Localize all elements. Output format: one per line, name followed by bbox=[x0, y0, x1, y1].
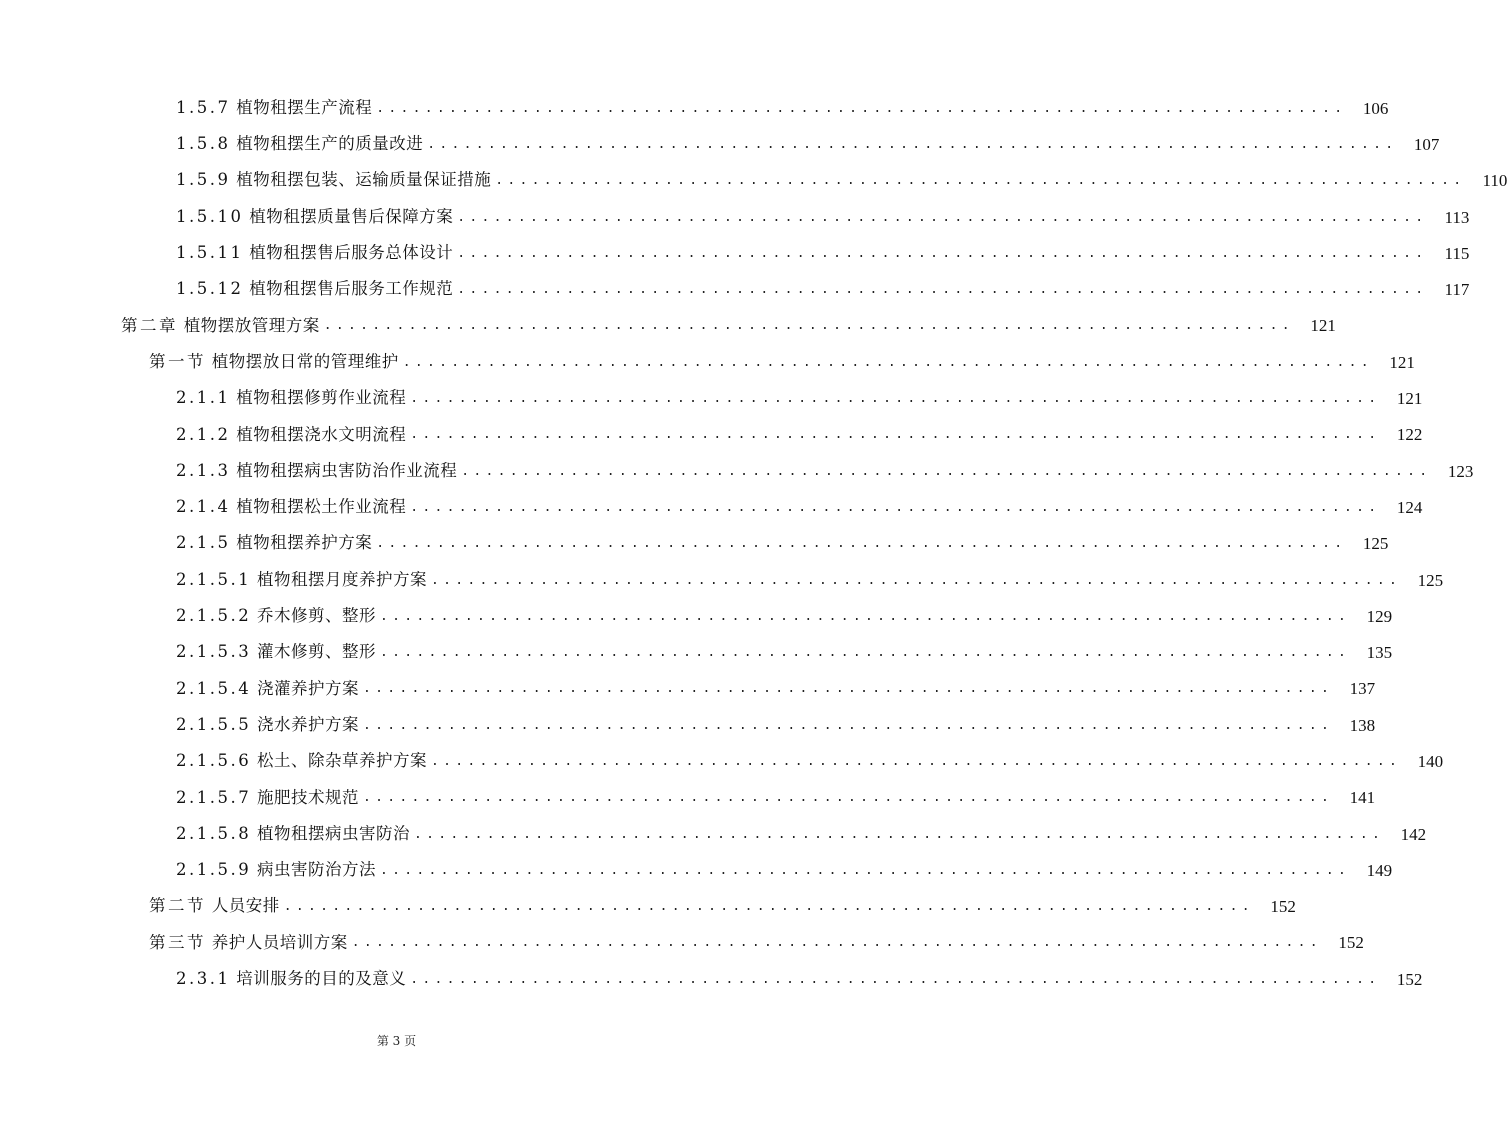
toc-entry-row[interactable] bbox=[0, 380, 1423, 416]
toc-dot-leader: ................................................................................ bbox=[413, 826, 1385, 842]
toc-entry-text bbox=[176, 97, 373, 117]
toc-entry-row[interactable] bbox=[0, 235, 1470, 271]
toc-entry-title: 松土、除杂草养护方案 bbox=[256, 751, 427, 771]
toc-dot-leader: ................................................................................ bbox=[461, 463, 1432, 479]
toc-entry-row[interactable] bbox=[0, 90, 1389, 126]
toc-entry-number: 第一节 bbox=[149, 351, 206, 371]
toc-entry-title: 植物租摆包装、运输质量保证措施 bbox=[236, 170, 492, 190]
toc-entry-page: 125 bbox=[1417, 570, 1444, 590]
toc-entry-number: 2.1.5.3 bbox=[176, 642, 252, 662]
toc-entry-number: 2.1.5.7 bbox=[176, 787, 252, 807]
toc-entry-page: 135 bbox=[1366, 643, 1393, 663]
toc-dot-leader: ................................................................................ bbox=[457, 282, 1428, 298]
toc-entry-row[interactable] bbox=[0, 308, 1336, 344]
toc-entry-text bbox=[149, 898, 280, 915]
toc-entry-row[interactable] bbox=[0, 562, 1444, 598]
toc-entry-page: 141 bbox=[1349, 788, 1376, 808]
toc-entry-row[interactable] bbox=[0, 199, 1470, 235]
toc-entry-number: 第二章 bbox=[121, 315, 178, 335]
toc-entry-number: 2.1.1 bbox=[176, 388, 231, 408]
table-of-contents bbox=[0, 90, 1507, 997]
toc-entry-page: 115 bbox=[1444, 243, 1470, 263]
toc-dot-leader: ................................................................................ bbox=[457, 209, 1428, 225]
toc-entry-row[interactable] bbox=[0, 417, 1423, 453]
toc-entry-title: 灌木修剪、整形 bbox=[256, 642, 376, 662]
toc-entry-number: 2.1.5.2 bbox=[176, 606, 252, 626]
toc-entry-row[interactable] bbox=[0, 598, 1393, 634]
toc-entry-number: 1.5.9 bbox=[176, 170, 231, 190]
toc-entry-page: 140 bbox=[1417, 751, 1444, 771]
toc-entry-page: 123 bbox=[1447, 461, 1474, 481]
toc-entry-number: 2.1.5.4 bbox=[176, 678, 252, 698]
toc-dot-leader: ................................................................................ bbox=[410, 971, 1381, 987]
toc-entry-page: 137 bbox=[1349, 679, 1376, 699]
toc-entry-page: 129 bbox=[1366, 606, 1393, 626]
toc-entry-number: 1.5.11 bbox=[176, 243, 244, 263]
toc-dot-leader: ................................................................................ bbox=[430, 753, 1402, 769]
toc-entry-title: 植物租摆生产的质量改进 bbox=[236, 134, 424, 154]
toc-entry-page: 149 bbox=[1366, 860, 1393, 880]
toc-entry-page: 152 bbox=[1338, 933, 1364, 953]
toc-entry-number: 1.5.8 bbox=[176, 134, 231, 154]
toc-entry-title: 植物租摆质量售后保障方案 bbox=[249, 206, 454, 226]
toc-entry-number: 2.1.5.8 bbox=[176, 823, 252, 843]
toc-entry-text bbox=[176, 678, 359, 698]
toc-entry-row[interactable] bbox=[0, 163, 1507, 199]
toc-entry-page: 113 bbox=[1444, 207, 1470, 227]
toc-entry-row[interactable] bbox=[0, 126, 1440, 162]
toc-entry-text bbox=[176, 753, 427, 770]
toc-entry-page: 124 bbox=[1396, 497, 1423, 517]
toc-entry-number: 2.1.5.9 bbox=[176, 860, 252, 880]
toc-entry-number: 2.1.3 bbox=[176, 460, 231, 480]
toc-entry-number: 2.1.5.1 bbox=[176, 569, 252, 589]
toc-entry-row[interactable] bbox=[0, 961, 1423, 997]
toc-entry-number: 2.1.5.5 bbox=[176, 714, 252, 734]
toc-dot-leader: ................................................................................ bbox=[379, 608, 1351, 624]
toc-entry-text bbox=[176, 499, 406, 516]
toc-entry-row[interactable] bbox=[0, 889, 1296, 925]
toc-entry-text bbox=[176, 424, 407, 444]
toc-entry-text bbox=[176, 390, 406, 407]
toc-entry-text bbox=[176, 206, 454, 226]
toc-entry-title: 浇水养护方案 bbox=[256, 714, 359, 734]
toc-entry-title: 养护人员培训方案 bbox=[211, 932, 348, 952]
toc-dot-leader: ................................................................................ bbox=[362, 717, 1334, 733]
toc-entry-text bbox=[176, 460, 458, 480]
toc-entry-title: 植物租摆松土作业流程 bbox=[236, 497, 407, 517]
toc-entry-text bbox=[121, 315, 320, 335]
toc-entry-page: 121 bbox=[1396, 389, 1423, 409]
toc-dot-leader: ................................................................................ bbox=[362, 790, 1334, 806]
toc-entry-text bbox=[176, 569, 427, 589]
toc-dot-leader: ................................................................................ bbox=[495, 173, 1466, 189]
toc-entry-title: 植物租摆病虫害防治 bbox=[256, 823, 410, 843]
toc-entry-row[interactable] bbox=[0, 526, 1389, 562]
toc-entry-row[interactable] bbox=[0, 816, 1427, 852]
toc-entry-number: 第三节 bbox=[149, 932, 206, 952]
toc-dot-leader: ................................................................................ bbox=[379, 645, 1351, 661]
toc-dot-leader: ................................................................................ bbox=[351, 935, 1322, 951]
toc-entry-page: 142 bbox=[1400, 824, 1427, 844]
toc-entry-title: 植物摆放管理方案 bbox=[183, 315, 320, 335]
toc-entry-title: 培训服务的目的及意义 bbox=[236, 969, 407, 989]
toc-entry-row[interactable] bbox=[0, 707, 1376, 743]
toc-entry-row[interactable] bbox=[0, 780, 1376, 816]
toc-entry-text bbox=[176, 787, 359, 807]
toc-entry-page: 121 bbox=[1310, 316, 1336, 336]
toc-entry-number: 1.5.12 bbox=[176, 279, 244, 299]
toc-entry-number: 2.1.4 bbox=[176, 497, 231, 517]
toc-entry-title: 植物租摆售后服务总体设计 bbox=[249, 243, 454, 263]
toc-dot-leader: ................................................................................ bbox=[402, 354, 1373, 370]
toc-entry-text bbox=[176, 281, 453, 298]
toc-entry-text bbox=[176, 172, 491, 189]
toc-entry-title: 植物租摆浇水文明流程 bbox=[236, 424, 407, 444]
toc-entry-title: 植物租摆月度养护方案 bbox=[256, 569, 427, 589]
toc-dot-leader: ................................................................................ bbox=[379, 862, 1351, 878]
toc-entry-page: 106 bbox=[1362, 98, 1389, 118]
toc-dot-leader: ................................................................................ bbox=[283, 899, 1254, 915]
toc-entry-text bbox=[176, 862, 376, 879]
toc-entry-row[interactable] bbox=[0, 344, 1415, 380]
toc-entry-text bbox=[176, 644, 376, 661]
toc-dot-leader: ................................................................................ bbox=[410, 499, 1381, 515]
toc-entry-row[interactable] bbox=[0, 489, 1423, 525]
page-footer bbox=[0, 1032, 793, 1049]
toc-entry-page: 110 bbox=[1482, 171, 1507, 191]
toc-entry-text bbox=[176, 823, 410, 843]
toc-entry-page: 107 bbox=[1413, 134, 1440, 154]
toc-entry-page: 121 bbox=[1389, 352, 1415, 372]
toc-entry-page: 122 bbox=[1396, 425, 1423, 445]
toc-entry-number: 1.5.7 bbox=[176, 97, 231, 117]
toc-entry-title: 植物租摆养护方案 bbox=[236, 533, 373, 553]
toc-dot-leader: ................................................................................ bbox=[376, 100, 1347, 116]
toc-entry-text bbox=[176, 608, 376, 625]
toc-entry-title: 植物租摆病虫害防治作业流程 bbox=[236, 460, 458, 480]
toc-entry-text bbox=[176, 535, 372, 552]
toc-dot-leader: ................................................................................ bbox=[410, 427, 1381, 443]
toc-entry-number: 1.5.10 bbox=[176, 206, 244, 226]
toc-entry-page: 152 bbox=[1396, 969, 1423, 989]
toc-entry-text bbox=[176, 714, 359, 734]
toc-entry-row[interactable] bbox=[0, 852, 1393, 888]
toc-entry-title: 植物租摆修剪作业流程 bbox=[236, 388, 407, 408]
toc-entry-number: 2.3.1 bbox=[176, 969, 231, 989]
toc-entry-title: 植物摆放日常的管理维护 bbox=[211, 351, 399, 371]
toc-entry-title: 植物租摆售后服务工作规范 bbox=[249, 279, 454, 299]
toc-entry-page: 125 bbox=[1362, 534, 1389, 554]
toc-entry-row[interactable] bbox=[0, 925, 1364, 961]
toc-entry-title: 人员安排 bbox=[211, 896, 280, 916]
toc-entry-text bbox=[149, 932, 348, 952]
toc-entry-title: 施肥技术规范 bbox=[256, 787, 359, 807]
toc-entry-number: 第二节 bbox=[149, 896, 206, 916]
toc-entry-row[interactable] bbox=[0, 634, 1393, 670]
toc-entry-number: 2.1.5.6 bbox=[176, 751, 252, 771]
toc-entry-title: 浇灌养护方案 bbox=[256, 678, 359, 698]
toc-entry-title: 乔木修剪、整形 bbox=[256, 606, 376, 626]
toc-entry-row[interactable] bbox=[0, 271, 1470, 307]
toc-dot-leader: ................................................................................ bbox=[362, 681, 1334, 697]
toc-entry-title: 病虫害防治方法 bbox=[256, 860, 376, 880]
toc-dot-leader: ................................................................................ bbox=[457, 245, 1428, 261]
toc-dot-leader: ................................................................................ bbox=[323, 318, 1294, 334]
toc-entry-number: 2.1.5 bbox=[176, 533, 231, 553]
toc-entry-number: 2.1.2 bbox=[176, 424, 231, 444]
toc-dot-leader: ................................................................................ bbox=[430, 572, 1402, 588]
toc-entry-title: 植物租摆生产流程 bbox=[236, 97, 373, 117]
toc-entry-text bbox=[176, 245, 453, 262]
toc-dot-leader: ................................................................................ bbox=[410, 391, 1381, 407]
page-number-label: 第 3 页 bbox=[376, 1034, 417, 1048]
toc-dot-leader: ................................................................................ bbox=[376, 536, 1347, 552]
toc-entry-page: 117 bbox=[1444, 280, 1470, 300]
toc-entry-row[interactable] bbox=[0, 743, 1444, 779]
toc-entry-text bbox=[176, 136, 423, 153]
toc-entry-page: 152 bbox=[1270, 897, 1296, 917]
toc-entry-text bbox=[149, 351, 399, 371]
toc-entry-page: 138 bbox=[1349, 715, 1376, 735]
toc-entry-text bbox=[176, 971, 406, 988]
toc-dot-leader: ................................................................................ bbox=[427, 136, 1398, 152]
toc-entry-row[interactable] bbox=[0, 453, 1474, 489]
toc-entry-row[interactable] bbox=[0, 671, 1376, 707]
